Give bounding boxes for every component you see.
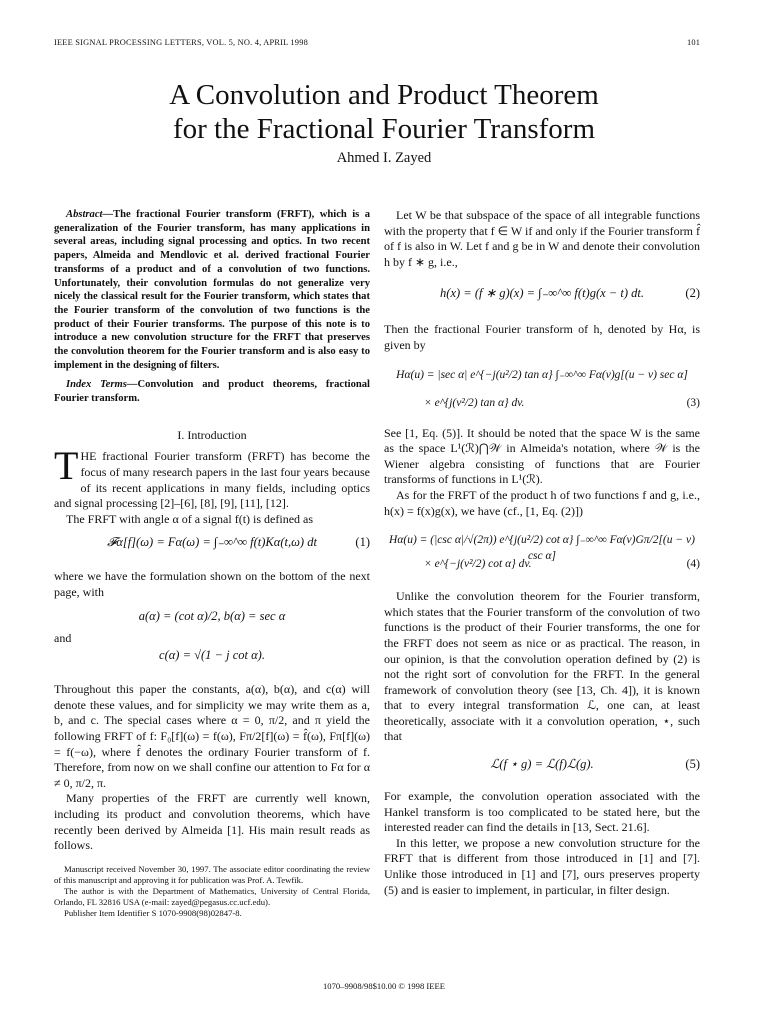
properties-paragraph: Many properties of the FRFT are currently well known, including its product and convolution theorems, which have recently been derived by Almeida [1]. His main result reads as follows. [54, 791, 370, 853]
equation-4: Hα(u) = (|csc α|/√(2π)) e^{j(u²/2) cot α} ∫₋∞^∞ Fα(v)Gπ/2[(u − v) csc α] × e^{−j(v²/2) cot α} dv. (4) [389, 534, 700, 571]
section-heading-introduction: I. Introduction [177, 427, 247, 442]
footnote-manuscript: Manuscript received November 30, 1997. The associate editor coordinating the review of this manuscript and approving it for publication was Prof. A. Tewfik. [54, 863, 370, 885]
right-paragraph-6: For example, the convolution operation associated with the Hankel transform is too complicated to be stated here, but the interested reader can find the details in [13, Sect. 21.6]. [384, 789, 700, 835]
equation-a-b: a(α) = (cot α)/2, b(α) = sec α [138, 608, 286, 623]
left-column [54, 208, 370, 919]
footnotes [54, 864, 370, 919]
index-terms-label: Index Terms— [66, 379, 138, 391]
constants-paragraph: Throughout this paper the constants, a(α), b(α), and c(α) will denote these values, and for simplicity we may write them as a, b, and c. The special cases where α = 0, π/2, and π yield the following FRFT of f: F₀[f](ω) = f(ω), Fπ/2[f](ω) = f̂(ω), Fπ[f](ω) = f(−ω), where f̂ denotes the ordinary Fourier transform of f. Therefore, from now on we shall confine our attention to Fα for α ≠ 0, π/2, π. [54, 682, 370, 790]
and-word: and [54, 630, 72, 645]
footnote-author: The author is with the Department of Mathematics, University of Central Florida, Orlando, FL 32816 USA (e-mail: zayed@pegasus.cc.ucf.edu). [54, 885, 370, 907]
equation-1: 𝓕α[f](ω) = Fα(ω) = ∫₋∞^∞ f(t)Kα(t,ω) dt (1) [107, 535, 370, 550]
equation-5: ℒ(f ⋆ g) = ℒ(f)ℒ(g). (5) [490, 757, 700, 772]
right-column [384, 208, 700, 898]
right-paragraph-2: Then the fractional Fourier transform of h, denoted by Hα, is given by [384, 322, 700, 352]
right-paragraph-4: As for the FRFT of the product h of two functions f and g, i.e., h(x) = f(x)g(x), we have (cf., [1, Eq. (2)]) [384, 487, 700, 518]
title-line-1: A Convolution and Product Theorem [169, 79, 599, 111]
drop-cap: T [54, 443, 79, 489]
abstract-text: The fractional Fourier transform (FRFT), which is a generalization of the Fourier transform, has many applications in several areas, including signal processing and optics. In two recent papers, Almeida and Mendlovic et al. derived fractional Fourier transforms of a product and of a convolution of two functions. Unfortunately, their convolution formulas do not generalize very nicely the classical result for the Fourier transform, which states that the Fourier transform of the convolution of two functions is the product of their Fourier transforms. The purpose of this note is to introduce a new convolution structure for the FRFT that preserves the convolution theorem for the Fourier transform and is also easy to implement in the designing of filters. [54, 209, 370, 371]
right-paragraph-5: Unlike the convolution theorem for the Fourier transform, which states that the Fourier transform of the convolution of two functions is the product of their Fourier transforms, the one for the FRFT does not seem as nice or as practical. The reason, in our opinion, is that the convolution operation defined by (2) is not the right sort of convolution for the FRFT. In the general framework of convolution theory (see [13, Ch. 4]), it is known that to every integral transformation ℒ, one can, at least theoretically, associate with it a convolution operation, ⋆, such that [384, 589, 700, 744]
footnote-publisher: Publisher Item Identifier S 1070-9908(98)02847-8. [64, 907, 242, 918]
title-line-2: for the Fractional Fourier Transform [172, 113, 596, 145]
where-paragraph: where we have the formulation shown on the bottom of the next page, with [54, 569, 370, 599]
abstract [54, 208, 370, 372]
journal-header: IEEE SIGNAL PROCESSING LETTERS, VOL. 5, NO. 4, APRIL 1998 [54, 38, 308, 47]
equation-3: Hα(u) = |sec α| e^{−j(u²/2) tan α} ∫₋∞^∞ Fα(v)g[(u − v) sec α] × e^{j(v²/2) tan α} dv. (3) [396, 368, 700, 409]
right-paragraph-1: Let W be that subspace of the space of all integrable functions with the property that f ∈ W if and only if the Fourier transform f̂ of f is also in W. Let f and g be in W and denote their convolution h by f ∗ g, i.e., [384, 208, 700, 269]
equation-c: c(α) = √(1 − j cot α). [159, 648, 265, 663]
intro-paragraph-2: The FRFT with angle α of a signal f(t) is defined as [66, 511, 314, 526]
right-paragraph-3: See [1, Eq. (5)]. It should be noted that the space W is the same as the space L¹(ℛ)⋂𝒲 in Almeida's notation, where 𝒲 is the Wiener algebra consisting of functions that are Fourier transforms of functions in L¹(ℛ). [384, 425, 700, 487]
index-terms [54, 378, 370, 405]
page-number: 101 [687, 38, 701, 47]
index-terms-text: Convolution and product theorems, fractional Fourier transform. [54, 379, 371, 405]
abstract-label: Abstract— [66, 209, 114, 220]
copyright-line: 1070–9908/98$10.00 © 1998 IEEE [322, 981, 446, 991]
right-paragraph-7: In this letter, we propose a new convolution structure for the FRFT that is different from those introduced in [1] and [7]. Unlike those introduced in [1] and [7], ours preserves property (5) and is easier to implement, in particular, in filter design. [384, 835, 700, 897]
equation-2: h(x) = (f ∗ g)(x) = ∫₋∞^∞ f(t)g(x − t) dt. (2) [440, 286, 700, 301]
author: Ahmed I. Zayed [336, 150, 432, 166]
intro-paragraph-1: THE fractional Fourier transform (FRFT) has become the focus of many research papers in the last four years because of its recent applications in many fields, including optics and signal processing [2]–[6], [8], [9], [11], [12]. [54, 443, 370, 511]
